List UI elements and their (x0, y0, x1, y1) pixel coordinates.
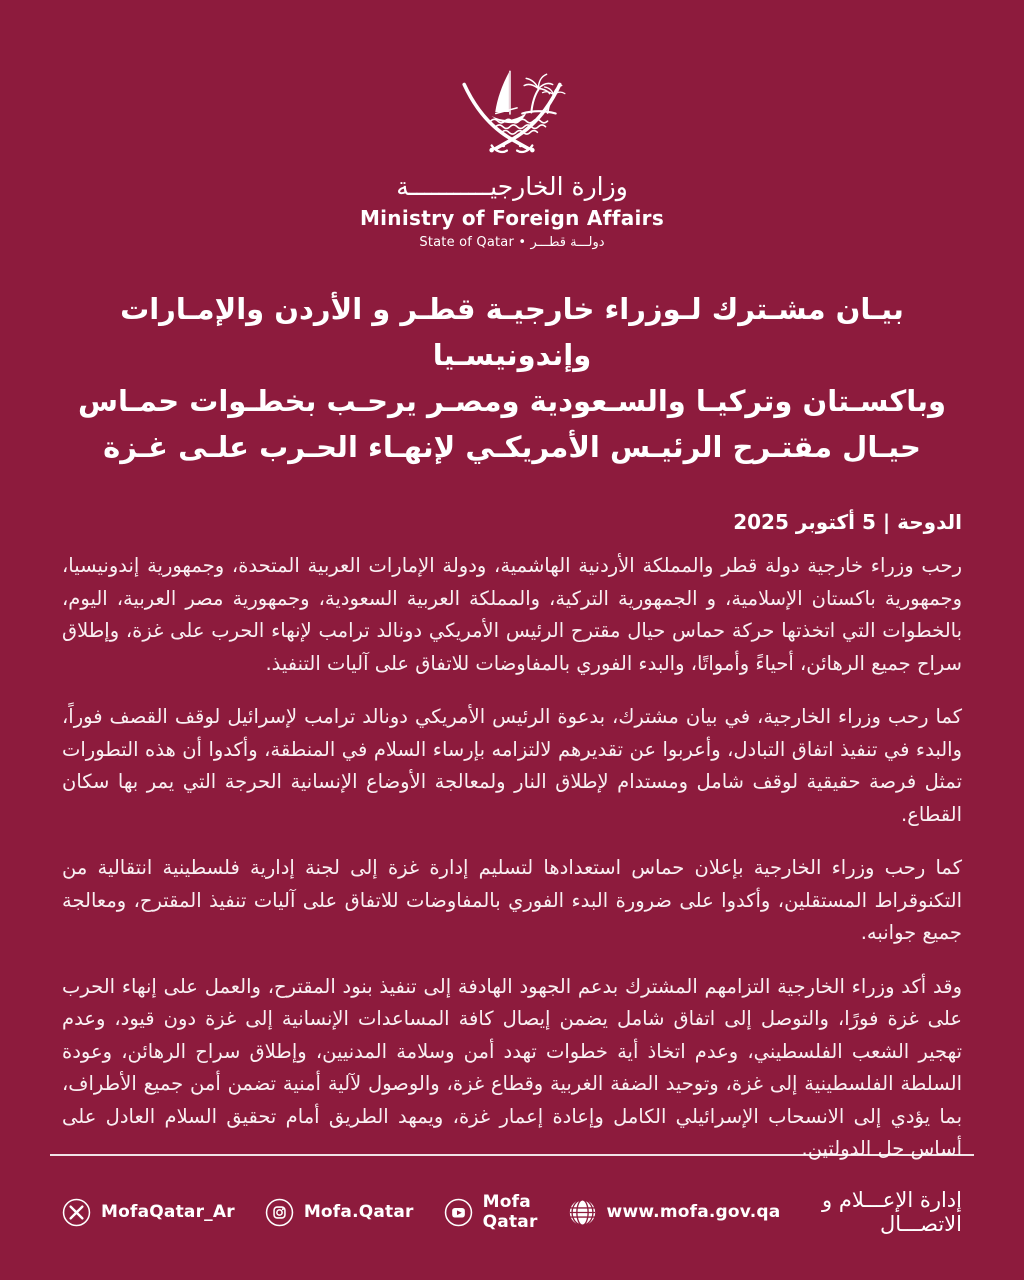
headline-line-3: حيـال مقتـرح الرئيـس الأمريكـي لإنهـاء الحـرب علـى غـزة (103, 430, 921, 464)
headline-line-2: وباكسـتان وتركيـا والسـعودية ومصـر يرحـب بخطـوات حمـاس (77, 384, 947, 418)
social-handle-website: www.mofa.gov.qa (606, 1202, 781, 1222)
footer-divider (50, 1154, 974, 1156)
instagram-icon (265, 1198, 294, 1227)
social-links (62, 1192, 780, 1232)
qatar-mofa-emblem-icon (451, 64, 573, 166)
header (0, 0, 1024, 250)
globe-icon (568, 1198, 597, 1227)
paragraph-1: رحب وزراء خارجية دولة قطر والمملكة الأردنية الهاشمية، ودولة الإمارات العربية المتحدة، وجمهورية إندونيسيا، وجمهورية باكستان الإسلامية، و الجمهورية التركية، والمملكة العربية السعودية، وجمهورية مصر العربية، اليوم، بالخطوات التي اتخذتها حركة حماس حيال مقترح الرئيس الأمريكي دونالد ترامب لإنهاء الحرب على غزة، وإطلاق سراح جميع الرهائن، أحياءً وأمواتًا، والبدء الفوري بالمفاوضات للاتفاق على آليات التنفيذ. (62, 554, 962, 675)
statement-body (62, 550, 962, 1166)
dateline: الدوحة | 5 أكتوبر 2025 (733, 510, 962, 534)
social-link-website[interactable] (568, 1198, 781, 1227)
statement-headline (48, 286, 976, 470)
paragraph-4: وقد أكد وزراء الخارجية التزامهم المشترك بدعم الجهود الهادفة إلى تنفيذ بنود المقترح، والعمل على إنهاء الحرب على غزة فورًا، والتوصل إلى اتفاق شامل يضمن إيصال كافة المساعدات الإنسانية إلى غزة دون قيود، وعدم تهجير الشعب الفلسطيني، وعدم اتخاذ أية خطوات تهدد أمن وسلامة المدنيين، وإطلاق سراح الرهائن، وعودة السلطة الفلسطينية إلى غزة، وتوحيد الضفة الغربية وقطاع غزة، والوصول لآلية أمنية تضمن أمن جميع الأطراف، بما يؤدي إلى الانسحاب الإسرائيلي الكامل وإعادة إعمار غزة، ويمهد الطريق أمام تحقيق السلام العادل على أساس حل الدولتين. (62, 974, 962, 1160)
x-twitter-icon (62, 1198, 91, 1227)
footer (62, 1188, 962, 1236)
social-handle-x: MofaQatar_Ar (101, 1202, 235, 1222)
headline-line-1: بيـان مشـترك لـوزراء خارجيـة قطـر و الأردن والإمـارات وإندونيسـيا (120, 292, 904, 372)
social-link-x[interactable] (62, 1198, 235, 1227)
social-link-youtube[interactable] (444, 1192, 538, 1232)
paragraph-2: كما رحب وزراء الخارجية، في بيان مشترك، بدعوة الرئيس الأمريكي دونالد ترامب لإسرائيل لوقف القصف فوراً، والبدء في تنفيذ اتفاق التبادل، وأعربوا عن تقديرهم لالتزامه بإرساء السلام في المنطقة، وأكدوا أن هذه التطورات تمثل فرصة حقيقية لوقف شامل ومستدام لإطلاق النار ولمعالجة الأوضاع الإنسانية الحرجة التي يمر بها سكان القطاع. (62, 705, 962, 826)
org-title-english: Ministry of Foreign Affairs (359, 206, 665, 230)
org-title-arabic: وزارة الخارجيـــــــــــة (396, 172, 628, 201)
paragraph-3: كما رحب وزراء الخارجية بإعلان حماس استعدادها لتسليم إدارة غزة إلى لجنة إدارية فلسطينية انتقالية من التكنوقراط المستقلين، وأكدوا على ضرورة البدء الفوري بالمفاوضات للاتفاق على آليات تنفيذ المقترح، ومعالجة جميع جوانبه. (62, 856, 962, 944)
department-label: إدارة الإعـــلام و الاتصـــال (822, 1188, 962, 1236)
org-subtitle: State of Qatar • دولـــة قطـــر (419, 235, 605, 250)
youtube-icon (444, 1198, 473, 1227)
social-handle-instagram: Mofa.Qatar (303, 1202, 414, 1222)
social-link-instagram[interactable] (265, 1198, 414, 1227)
social-handle-youtube: Mofa Qatar (482, 1192, 538, 1232)
